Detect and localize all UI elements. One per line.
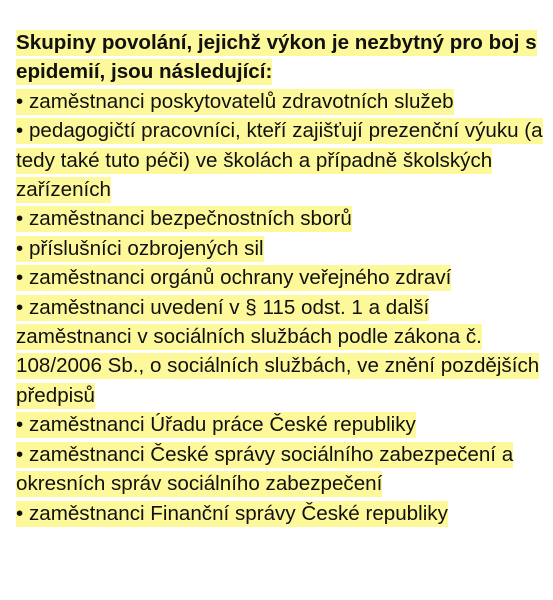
occupation-list xyxy=(16,87,546,528)
document-text xyxy=(16,28,546,528)
list-item-text: příslušníci ozbrojených sil xyxy=(28,236,264,260)
heading-text: Skupiny povolání, jejichž výkon je nezbytný pro boj s epidemií, jsou následující: xyxy=(16,31,537,84)
list-item-text: zaměstnanci bezpečnostních sborů xyxy=(28,207,352,231)
list-item xyxy=(16,204,546,233)
list-item-text: zaměstnanci uvedení v § 115 odst. 1 a další zaměstnanci v sociálních službách podle zákona č. 108/2006 Sb., o sociálních službách, ve znění pozdějších předpisů xyxy=(16,295,540,407)
bullet: • xyxy=(16,295,24,319)
list-item-text: pedagogičtí pracovníci, kteří zajišťují prezenční výuku (a tedy také tuto péči) ve školách a případně školských zařízeních xyxy=(16,119,543,202)
list-item xyxy=(16,410,546,439)
bullet: • xyxy=(16,119,24,143)
bullet: • xyxy=(16,89,24,113)
list-item-text: zaměstnanci poskytovatelů zdravotních služeb xyxy=(28,89,454,113)
list-item-text: zaměstnanci České správy sociálního zabezpečení a okresních správ sociálního zabezpečení xyxy=(16,442,514,496)
bullet: • xyxy=(16,207,24,231)
list-item xyxy=(16,293,546,411)
list-item xyxy=(16,87,546,116)
bullet: • xyxy=(16,501,24,525)
bullet: • xyxy=(16,236,24,260)
list-item-text: zaměstnanci orgánů ochrany veřejného zdraví xyxy=(28,266,452,290)
list-item-text: zaměstnanci Úřadu práce České republiky xyxy=(28,413,416,437)
list-item xyxy=(16,234,546,263)
list-item xyxy=(16,116,546,204)
list-item-text: zaměstnanci Finanční správy České republiky xyxy=(28,501,448,525)
bullet: • xyxy=(16,266,24,290)
bullet: • xyxy=(16,442,24,466)
list-item xyxy=(16,499,546,528)
list-item xyxy=(16,440,546,499)
bullet: • xyxy=(16,413,24,437)
list-item xyxy=(16,263,546,292)
heading xyxy=(16,28,546,87)
